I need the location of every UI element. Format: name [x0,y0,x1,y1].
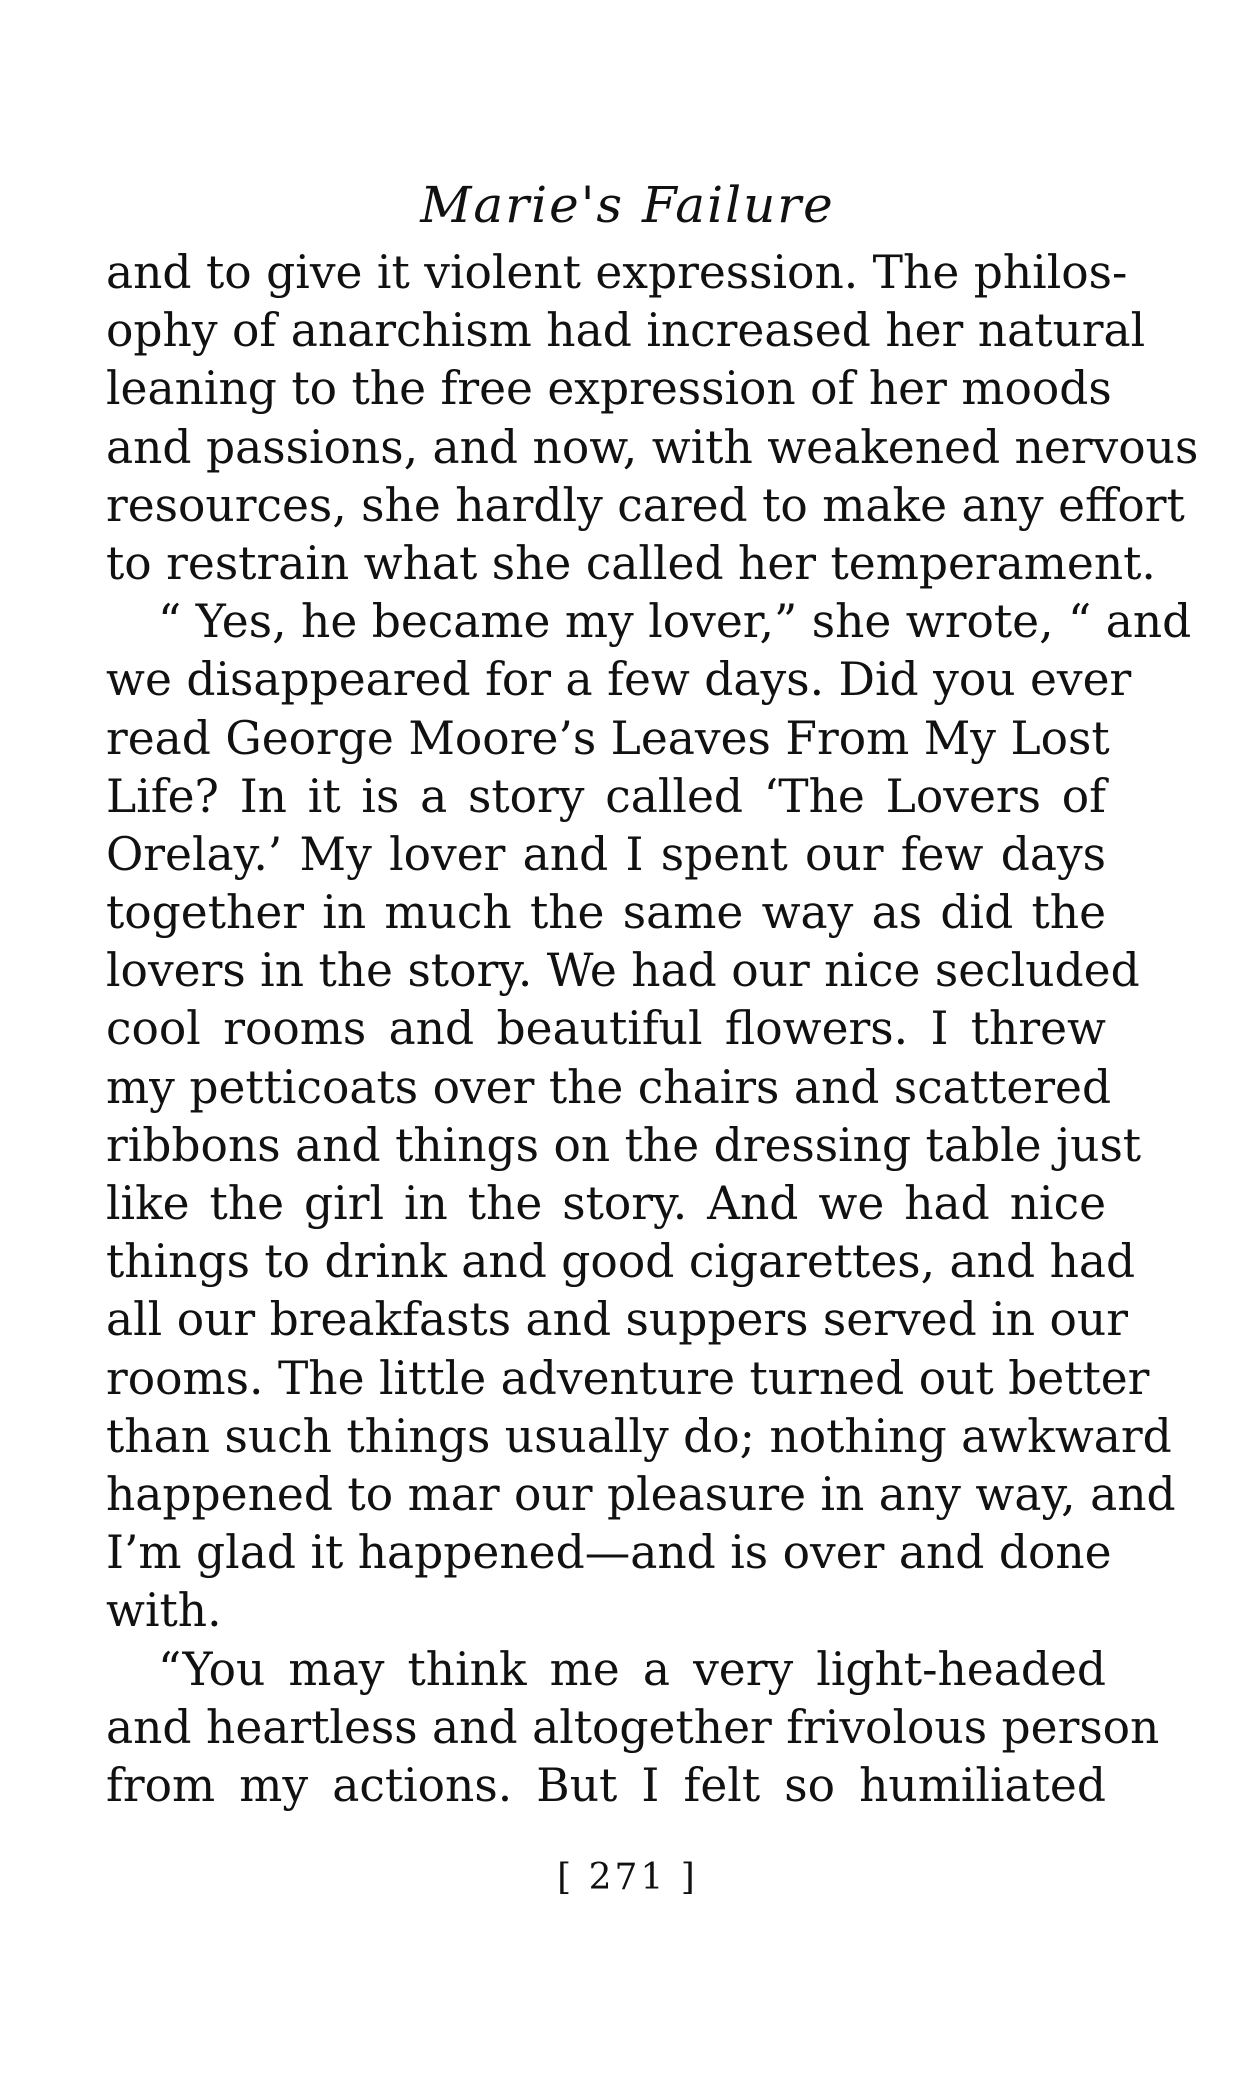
text-line: cool rooms and beautiful flowers. I threw [106,1002,1106,1056]
text-line: my petticoats over the chairs and scattered [106,1060,1112,1114]
text-line: from my actions. But I felt so humiliated [106,1758,1106,1812]
text-line: I’m glad it happened—and is over and done [106,1526,1112,1580]
running-head: Marie's Failure [420,176,835,234]
text-line: things to drink and good cigarettes, and had [106,1235,1136,1289]
body-text [106,244,1199,1815]
text-line: all our breakfasts and suppers served in our [106,1293,1128,1347]
text-line: “You may think me a very light-headed [158,1642,1106,1696]
text-line: rooms. The little adventure turned out better [106,1351,1150,1405]
text-line: Life? In it is a story called ‘The Lovers of [106,769,1106,823]
text-line: like the girl in the story. And we had nice [106,1177,1106,1230]
text-line: than such things usually do; nothing awkward [106,1409,1172,1463]
text-line: to restrain what she called her temperament. [106,536,1156,590]
text-line: read George Moore’s Leaves From My Lost [106,711,1110,765]
text-line: and passions, and now, with weakened nervous [106,420,1199,474]
text-line: we disappeared for a few days. Did you ever [106,653,1132,707]
text-line: leaning to the free expression of her moods [106,362,1112,416]
text-line: lovers in the story. We had our nice secluded [106,944,1140,998]
page-number: [ 271 ] [557,1857,698,1898]
text-line: Orelay.’ My lover and I spent our few days [106,827,1106,881]
text-line: with. [106,1584,222,1638]
text-line: happened to mar our pleasure in any way, and [106,1467,1176,1521]
text-line: resources, she hardly cared to make any effort [106,478,1185,532]
text-line: “ Yes, he became my lover,” she wrote, “ and [158,595,1192,649]
text-line: together in much the same way as did the [106,886,1106,940]
text-line: and to give it violent expression. The philos- [106,246,1128,299]
text-line: ribbons and things on the dressing table just [106,1118,1142,1172]
text-line: and heartless and altogether frivolous person [106,1700,1160,1754]
text-line: ophy of anarchism had increased her natural [106,304,1146,358]
